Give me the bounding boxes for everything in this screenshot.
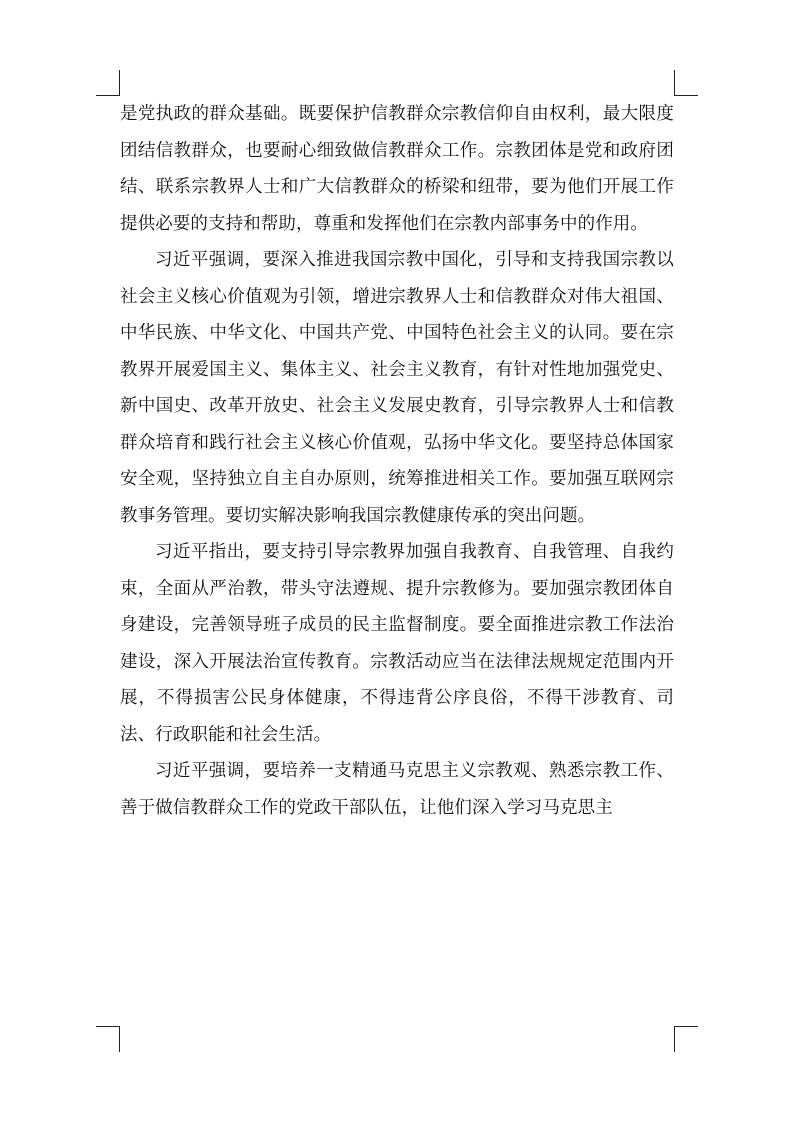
crop-mark-bottom-left	[96, 1026, 120, 1052]
paragraph-1: 是党执政的群众基础。既要保护信教群众宗教信仰自由权利，最大限度团结信教群众，也要耐心细致做信教群众工作。宗教团体是党和政府团结、联系宗教界人士和广大信教群众的桥梁和纽带，要为他们开展工作提供必要的支持和帮助，尊重和发挥他们在宗教内部事务中的作用。	[120, 104, 674, 234]
paragraph-3: 习近平指出，要支持引导宗教界加强自我教育、自我管理、自我约束，全面从严治教，带头守法遵规、提升宗教修为。要加强宗教团体自身建设，完善领导班子成员的民主监督制度。要全面推进宗教工作法治建设，深入开展法治宣传教育。宗教活动应当在法律法规规定范围内开展，不得损害公民身体健康，不得违背公序良俗，不得干涉教育、司法、行政职能和社会生活。	[120, 542, 674, 745]
document-body	[120, 96, 674, 826]
crop-mark-top-left	[96, 70, 120, 96]
crop-mark-top-right	[674, 70, 698, 96]
crop-mark-bottom-right	[674, 1026, 698, 1052]
paragraph-4: 习近平强调，要培养一支精通马克思主义宗教观、熟悉宗教工作、善于做信教群众工作的党政干部队伍，让他们深入学习马克思主	[120, 761, 674, 818]
paragraph-2: 习近平强调，要深入推进我国宗教中国化，引导和支持我国宗教以社会主义核心价值观为引领，增进宗教界人士和信教群众对伟大祖国、中华民族、中华文化、中国共产党、中国特色社会主义的认同。要在宗教界开展爱国主义、集体主义、社会主义教育，有针对性地加强党史、新中国史、改革开放史、社会主义发展史教育，引导宗教界人士和信教群众培育和践行社会主义核心价值观，弘扬中华文化。要坚持总体国家安全观，坚持独立自主自办原则，统筹推进相关工作。要加强互联网宗教事务管理。要切实解决影响我国宗教健康传承的突出问题。	[120, 250, 674, 526]
